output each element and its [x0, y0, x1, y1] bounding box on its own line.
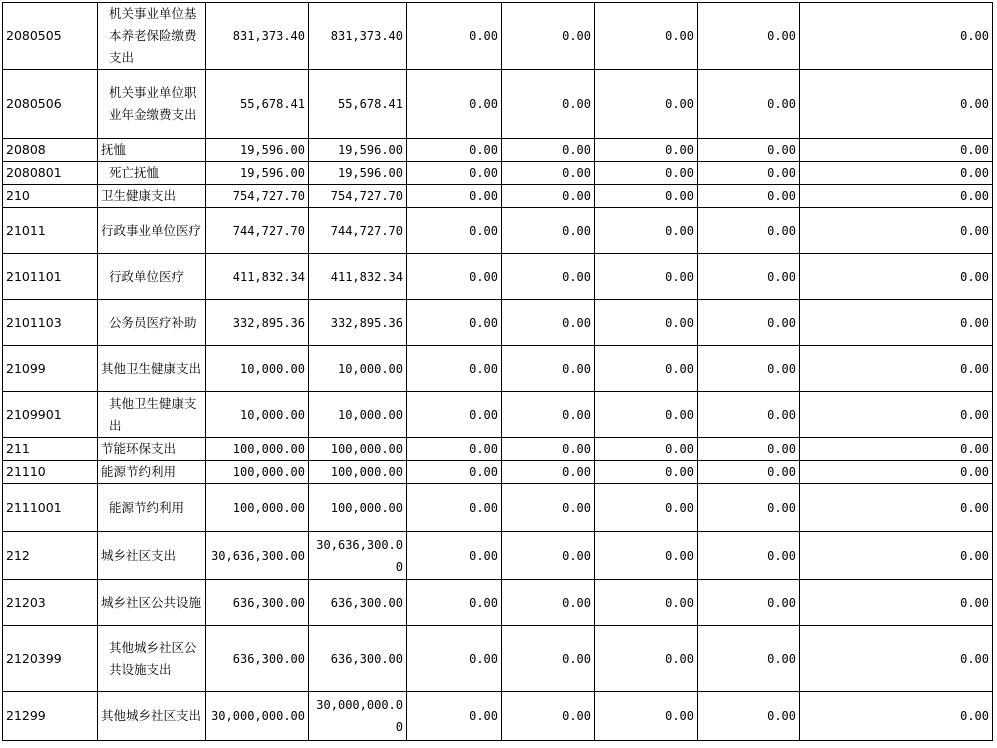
- basic-expenditure-cell: 636,300.00: [309, 626, 407, 692]
- basic-expenditure-cell: 10,000.00: [309, 346, 407, 392]
- amount-cell: 0.00: [698, 626, 800, 692]
- subject-code-cell: 210: [3, 185, 98, 208]
- amount-cell: 0.00: [800, 532, 993, 580]
- basic-expenditure-cell: 100,000.00: [309, 484, 407, 532]
- subject-name-cell: 行政单位医疗: [98, 254, 206, 300]
- amount-cell: 0.00: [800, 392, 993, 438]
- budget-table: [2, 2, 993, 741]
- table-row: [3, 580, 993, 626]
- amount-cell: 0.00: [595, 254, 698, 300]
- amount-cell: 0.00: [502, 626, 595, 692]
- amount-cell: 0.00: [698, 139, 800, 162]
- table-row: [3, 162, 993, 185]
- amount-cell: 0.00: [595, 139, 698, 162]
- amount-cell: 0.00: [595, 185, 698, 208]
- amount-cell: 0.00: [502, 392, 595, 438]
- amount-cell: 0.00: [595, 3, 698, 70]
- basic-expenditure-cell: 411,832.34: [309, 254, 407, 300]
- table-body: [3, 3, 993, 741]
- table-row: [3, 532, 993, 580]
- table-row: [3, 692, 993, 741]
- subject-code-cell: 21203: [3, 580, 98, 626]
- subject-code-cell: 2080801: [3, 162, 98, 185]
- subject-name-cell: 其他卫生健康支出: [98, 346, 206, 392]
- amount-cell: 0.00: [502, 461, 595, 484]
- total-amount-cell: 100,000.00: [206, 461, 309, 484]
- subject-code-cell: 21099: [3, 346, 98, 392]
- basic-expenditure-cell: 19,596.00: [309, 162, 407, 185]
- total-amount-cell: 636,300.00: [206, 626, 309, 692]
- amount-cell: 0.00: [502, 346, 595, 392]
- total-amount-cell: 831,373.40: [206, 3, 309, 70]
- total-amount-cell: 100,000.00: [206, 438, 309, 461]
- amount-cell: 0.00: [502, 139, 595, 162]
- amount-cell: 0.00: [800, 692, 993, 741]
- amount-cell: 0.00: [698, 254, 800, 300]
- amount-cell: 0.00: [698, 392, 800, 438]
- total-amount-cell: 636,300.00: [206, 580, 309, 626]
- subject-name-cell: 其他城乡社区支出: [98, 692, 206, 741]
- amount-cell: 0.00: [595, 162, 698, 185]
- basic-expenditure-cell: 744,727.70: [309, 208, 407, 254]
- amount-cell: 0.00: [800, 484, 993, 532]
- subject-name-cell: 抚恤: [98, 139, 206, 162]
- amount-cell: 0.00: [595, 484, 698, 532]
- amount-cell: 0.00: [698, 185, 800, 208]
- subject-code-cell: 2120399: [3, 626, 98, 692]
- subject-name-cell: 城乡社区公共设施: [98, 580, 206, 626]
- basic-expenditure-cell: 754,727.70: [309, 185, 407, 208]
- table-row: [3, 3, 993, 70]
- amount-cell: 0.00: [698, 692, 800, 741]
- subject-name-cell: 机关事业单位职业年金缴费支出: [98, 70, 206, 139]
- total-amount-cell: 754,727.70: [206, 185, 309, 208]
- subject-code-cell: 21299: [3, 692, 98, 741]
- amount-cell: 0.00: [698, 208, 800, 254]
- total-amount-cell: 100,000.00: [206, 484, 309, 532]
- subject-name-cell: 其他城乡社区公共设施支出: [98, 626, 206, 692]
- subject-name-cell: 节能环保支出: [98, 438, 206, 461]
- amount-cell: 0.00: [407, 254, 502, 300]
- amount-cell: 0.00: [698, 162, 800, 185]
- table-row: [3, 346, 993, 392]
- subject-code-cell: 211: [3, 438, 98, 461]
- amount-cell: 0.00: [595, 692, 698, 741]
- amount-cell: 0.00: [407, 162, 502, 185]
- basic-expenditure-cell: 10,000.00: [309, 392, 407, 438]
- amount-cell: 0.00: [698, 300, 800, 346]
- table-row: [3, 254, 993, 300]
- subject-name-cell: 其他卫生健康支出: [98, 392, 206, 438]
- amount-cell: 0.00: [800, 162, 993, 185]
- amount-cell: 0.00: [800, 139, 993, 162]
- amount-cell: 0.00: [698, 70, 800, 139]
- amount-cell: 0.00: [698, 484, 800, 532]
- amount-cell: 0.00: [407, 392, 502, 438]
- amount-cell: 0.00: [595, 300, 698, 346]
- amount-cell: 0.00: [800, 208, 993, 254]
- basic-expenditure-cell: 636,300.00: [309, 580, 407, 626]
- amount-cell: 0.00: [698, 532, 800, 580]
- subject-code-cell: 2080505: [3, 3, 98, 70]
- subject-name-cell: 卫生健康支出: [98, 185, 206, 208]
- total-amount-cell: 411,832.34: [206, 254, 309, 300]
- subject-code-cell: 2101101: [3, 254, 98, 300]
- amount-cell: 0.00: [407, 70, 502, 139]
- amount-cell: 0.00: [407, 185, 502, 208]
- basic-expenditure-cell: 19,596.00: [309, 139, 407, 162]
- basic-expenditure-cell: 30,636,300.00: [309, 532, 407, 580]
- amount-cell: 0.00: [502, 254, 595, 300]
- subject-name-cell: 机关事业单位基本养老保险缴费支出: [98, 3, 206, 70]
- table-row: [3, 438, 993, 461]
- total-amount-cell: 19,596.00: [206, 162, 309, 185]
- amount-cell: 0.00: [800, 461, 993, 484]
- table-row: [3, 208, 993, 254]
- table-row: [3, 392, 993, 438]
- amount-cell: 0.00: [698, 438, 800, 461]
- amount-cell: 0.00: [800, 70, 993, 139]
- subject-name-cell: 城乡社区支出: [98, 532, 206, 580]
- amount-cell: 0.00: [502, 438, 595, 461]
- amount-cell: 0.00: [698, 461, 800, 484]
- amount-cell: 0.00: [407, 346, 502, 392]
- subject-code-cell: 2111001: [3, 484, 98, 532]
- subject-name-cell: 能源节约利用: [98, 484, 206, 532]
- table-row: [3, 139, 993, 162]
- amount-cell: 0.00: [800, 185, 993, 208]
- amount-cell: 0.00: [502, 3, 595, 70]
- amount-cell: 0.00: [502, 300, 595, 346]
- basic-expenditure-cell: 55,678.41: [309, 70, 407, 139]
- amount-cell: 0.00: [595, 438, 698, 461]
- total-amount-cell: 55,678.41: [206, 70, 309, 139]
- subject-code-cell: 21110: [3, 461, 98, 484]
- amount-cell: 0.00: [595, 626, 698, 692]
- total-amount-cell: 332,895.36: [206, 300, 309, 346]
- basic-expenditure-cell: 332,895.36: [309, 300, 407, 346]
- subject-name-cell: 公务员医疗补助: [98, 300, 206, 346]
- amount-cell: 0.00: [595, 70, 698, 139]
- total-amount-cell: 30,000,000.00: [206, 692, 309, 741]
- amount-cell: 0.00: [407, 461, 502, 484]
- total-amount-cell: 19,596.00: [206, 139, 309, 162]
- amount-cell: 0.00: [698, 580, 800, 626]
- amount-cell: 0.00: [407, 692, 502, 741]
- amount-cell: 0.00: [595, 208, 698, 254]
- amount-cell: 0.00: [407, 532, 502, 580]
- subject-code-cell: 2101103: [3, 300, 98, 346]
- total-amount-cell: 30,636,300.00: [206, 532, 309, 580]
- amount-cell: 0.00: [502, 208, 595, 254]
- amount-cell: 0.00: [800, 300, 993, 346]
- basic-expenditure-cell: 831,373.40: [309, 3, 407, 70]
- total-amount-cell: 10,000.00: [206, 346, 309, 392]
- amount-cell: 0.00: [502, 692, 595, 741]
- amount-cell: 0.00: [407, 580, 502, 626]
- basic-expenditure-cell: 100,000.00: [309, 461, 407, 484]
- total-amount-cell: 10,000.00: [206, 392, 309, 438]
- amount-cell: 0.00: [800, 254, 993, 300]
- amount-cell: 0.00: [698, 3, 800, 70]
- amount-cell: 0.00: [407, 3, 502, 70]
- table-row: [3, 300, 993, 346]
- amount-cell: 0.00: [407, 484, 502, 532]
- subject-name-cell: 死亡抚恤: [98, 162, 206, 185]
- amount-cell: 0.00: [595, 392, 698, 438]
- basic-expenditure-cell: 100,000.00: [309, 438, 407, 461]
- total-amount-cell: 744,727.70: [206, 208, 309, 254]
- amount-cell: 0.00: [407, 208, 502, 254]
- amount-cell: 0.00: [502, 580, 595, 626]
- table-row: [3, 626, 993, 692]
- subject-code-cell: 212: [3, 532, 98, 580]
- amount-cell: 0.00: [800, 346, 993, 392]
- amount-cell: 0.00: [595, 346, 698, 392]
- amount-cell: 0.00: [502, 484, 595, 532]
- table-row: [3, 461, 993, 484]
- table-row: [3, 484, 993, 532]
- amount-cell: 0.00: [800, 3, 993, 70]
- subject-name-cell: 能源节约利用: [98, 461, 206, 484]
- amount-cell: 0.00: [698, 346, 800, 392]
- amount-cell: 0.00: [502, 532, 595, 580]
- amount-cell: 0.00: [407, 438, 502, 461]
- table-row: [3, 70, 993, 139]
- amount-cell: 0.00: [595, 580, 698, 626]
- subject-code-cell: 21011: [3, 208, 98, 254]
- subject-code-cell: 2080506: [3, 70, 98, 139]
- amount-cell: 0.00: [800, 580, 993, 626]
- amount-cell: 0.00: [407, 626, 502, 692]
- table-row: [3, 185, 993, 208]
- amount-cell: 0.00: [502, 162, 595, 185]
- basic-expenditure-cell: 30,000,000.00: [309, 692, 407, 741]
- amount-cell: 0.00: [502, 185, 595, 208]
- amount-cell: 0.00: [595, 461, 698, 484]
- subject-code-cell: 20808: [3, 139, 98, 162]
- amount-cell: 0.00: [502, 70, 595, 139]
- subject-name-cell: 行政事业单位医疗: [98, 208, 206, 254]
- amount-cell: 0.00: [595, 532, 698, 580]
- amount-cell: 0.00: [407, 139, 502, 162]
- amount-cell: 0.00: [800, 626, 993, 692]
- subject-code-cell: 2109901: [3, 392, 98, 438]
- amount-cell: 0.00: [800, 438, 993, 461]
- amount-cell: 0.00: [407, 300, 502, 346]
